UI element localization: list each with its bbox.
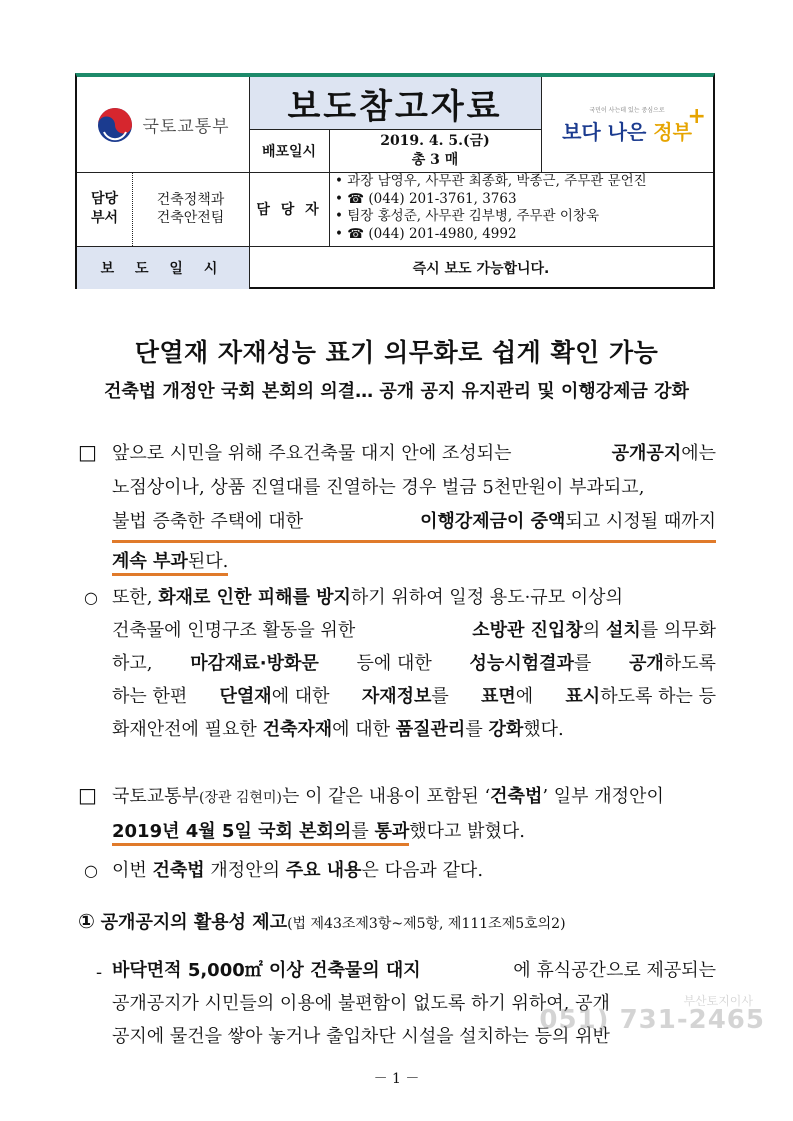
circle-bullet-icon: ○ [84,588,98,607]
text-span: 건축물에 인명구조 활동을 위한 [112,620,356,641]
text-span: 에 대한 [271,686,330,707]
dept-names [132,172,249,246]
bold-span: 건축법 [490,786,543,807]
text-span: 불법 증축한 주택에 대한 [112,511,304,532]
bold-span: 품질관리 [395,719,466,740]
bold-span: 2019년 4월 5일 국회 본회의 [112,821,352,842]
text-span: 를 [351,821,369,842]
bold-span: 표면 [481,686,516,707]
bold-span: 바닥면적 5,000㎡ 이상 건축물의 대지 [112,960,421,981]
text-span: 는 이 같은 내용이 포함된 ‘ [281,786,491,807]
grid-line [249,129,541,130]
text-line: 공개공지가 시민들의 이용에 불편함이 없도록 하기 위하여, 공개 [112,993,610,1014]
text-span: 또한, [112,587,153,608]
text-span: 했다. [523,719,564,740]
release-pages: 총 3 매 [411,151,459,168]
text-span: 하기 위하여 일정 용도·규모 이상의 [350,587,623,608]
bold-span: 화재로 인한 피해를 방지 [158,587,351,608]
release-date: 2019. 4. 5.(금) [380,132,490,149]
text-span: 이번 [112,860,147,881]
paragraph-4 [112,854,716,888]
bold-span: 공개 [629,653,664,674]
bold-span: 통과 [374,821,410,842]
grid-line [77,172,713,173]
text-line [112,680,716,713]
dash-bullet: - [96,962,103,983]
square-bullet-icon: □ [78,440,97,464]
doc-type-box [249,77,541,129]
ministry-name: 국토교통부 [142,117,230,137]
text-span: 된다. [187,551,229,572]
contact-line: • ☎ (044) 201-3761, 3763 [335,190,517,207]
taegeuk-icon [96,106,134,144]
text-span: 등에 대한 [356,653,432,674]
slogan-small-text: 국민이 사는데 있는 중심으로 [589,106,665,114]
text-line [112,437,716,471]
grid-line [77,246,713,247]
contact-line: • ☎ (044) 201-4980, 4992 [335,225,517,242]
press-header-table [75,73,715,289]
text-line [112,780,716,815]
text-line: 노점상이나, 상품 진열대를 진열하는 경우 벌금 5천만원이 부과되고, [112,477,645,498]
text-span: 의 [582,620,601,641]
text-span: 에는 [681,443,716,464]
text-span: 하도록 [663,653,716,674]
circle-bullet-icon: ○ [84,861,98,880]
text-span: 에 [515,686,534,707]
bold-span: 설치 [605,620,641,641]
plus-icon: + [687,103,706,129]
text-line [112,581,716,614]
bold-span: 계속 부과 [112,551,188,572]
bold-span: 성능시험결과 [469,653,574,674]
text-line: 공지에 물건을 쌓아 놓거나 출입차단 시설을 설치하는 등의 위반 [112,1026,610,1047]
bold-span: 강화 [488,719,524,740]
contact-line: • 과장 남영우, 사무관 최종화, 박종근, 주무관 문언진 [335,173,647,189]
text-span: 하는 한편 [112,686,188,707]
dept-label [77,172,132,246]
bold-span: 표시 [565,686,601,707]
paragraph-2 [112,581,716,746]
page-number: － 1 － [373,1071,420,1087]
square-bullet-icon: □ [78,783,97,807]
dept-name-2: 건축안전팀 [156,210,225,226]
release-info [329,129,541,172]
bold-span: 건축자재 [262,719,333,740]
text-span: 를 [431,686,449,707]
text-span: 에 대한 [332,719,391,740]
grid-line [541,77,542,172]
text-line [112,505,716,543]
section-number: ① [78,909,95,933]
text-span: 를 [465,719,483,740]
paragraph-3 [112,780,716,849]
text-span: 하도록 하는 등 [600,686,716,707]
text-line [112,647,716,680]
slogan-main: 보다 나은 [562,119,647,144]
embargo-label: 보 도 일 시 [77,246,249,289]
embargo-value: 즉시 보도 가능합니다. [412,260,550,277]
bold-span: 이행강제금이 중액 [420,511,566,532]
dept-name-1: 건축정책과 [156,192,225,208]
text-line [112,954,716,987]
bold-span: 단열재 [219,686,272,707]
ministry-logo [77,77,249,172]
section-1-heading [78,904,718,941]
text-span: 를 [573,653,592,674]
contact-label: 담 당 자 [256,202,322,218]
bold-span: 소방관 진입창 [472,620,583,641]
text-span: ’ 일부 개정안이 [542,786,664,807]
watermark-phone: 051) 731-2465 [539,1005,765,1035]
bold-span: 주요 내용 [285,860,362,881]
doc-type-title: 보도참고자료 [287,86,503,127]
bold-span: 건축법 [152,860,205,881]
contact-list [329,172,717,246]
dept-label-text: 담당 부서 [90,191,119,226]
grid-line [132,172,134,246]
text-span: 은 다음과 같다. [361,860,484,881]
text-span: 국토교통부 [112,786,199,807]
text-span: (장관 김현미) [198,790,282,806]
bold-span: 자재정보 [361,686,432,707]
text-span: 를 의무화 [640,620,716,641]
slogan-gov: 정부 [653,119,692,144]
grid-line [249,77,250,289]
text-line [112,815,716,849]
text-span: 했다고 밝혔다. [409,821,526,842]
government-slogan-logo [541,77,713,172]
text-line [112,545,716,579]
section-1-body [112,954,716,1053]
watermark-small: 부산토지이사 [683,994,753,1008]
contact-line: • 팀장 홍성준, 사무관 김부병, 주무관 이창욱 [335,208,599,224]
text-span: 하고, [112,653,153,674]
release-label: 배포일시 [261,143,317,160]
grid-line [329,129,330,246]
text-span: 되고 시정될 때까지 [565,511,716,532]
bold-span: 마감재료·방화문 [190,653,319,674]
bold-span: 공개공지 [611,443,682,464]
text-line [112,713,716,746]
page-subtitle: 건축법 개정안 국회 본회의 의결… 공개 공지 유지관리 및 이행강제금 강화 [104,381,689,402]
page-title: 단열재 자재성능 표기 의무화로 쉽게 확인 가능 [134,338,659,367]
text-span: 개정안의 [210,860,280,881]
text-span: 앞으로 시민을 위해 주요건축물 대지 안에 조성되는 [112,443,512,464]
text-line [112,614,716,647]
text-span: 에 휴식공간으로 제공되는 [513,960,716,981]
section-ref: (법 제43조제3항~제5항, 제111조제5호의2) [287,916,566,932]
paragraph-1 [112,437,716,579]
text-span: 화재안전에 필요한 [112,719,257,740]
section-title: 공개공지의 활용성 제고 [100,912,288,933]
